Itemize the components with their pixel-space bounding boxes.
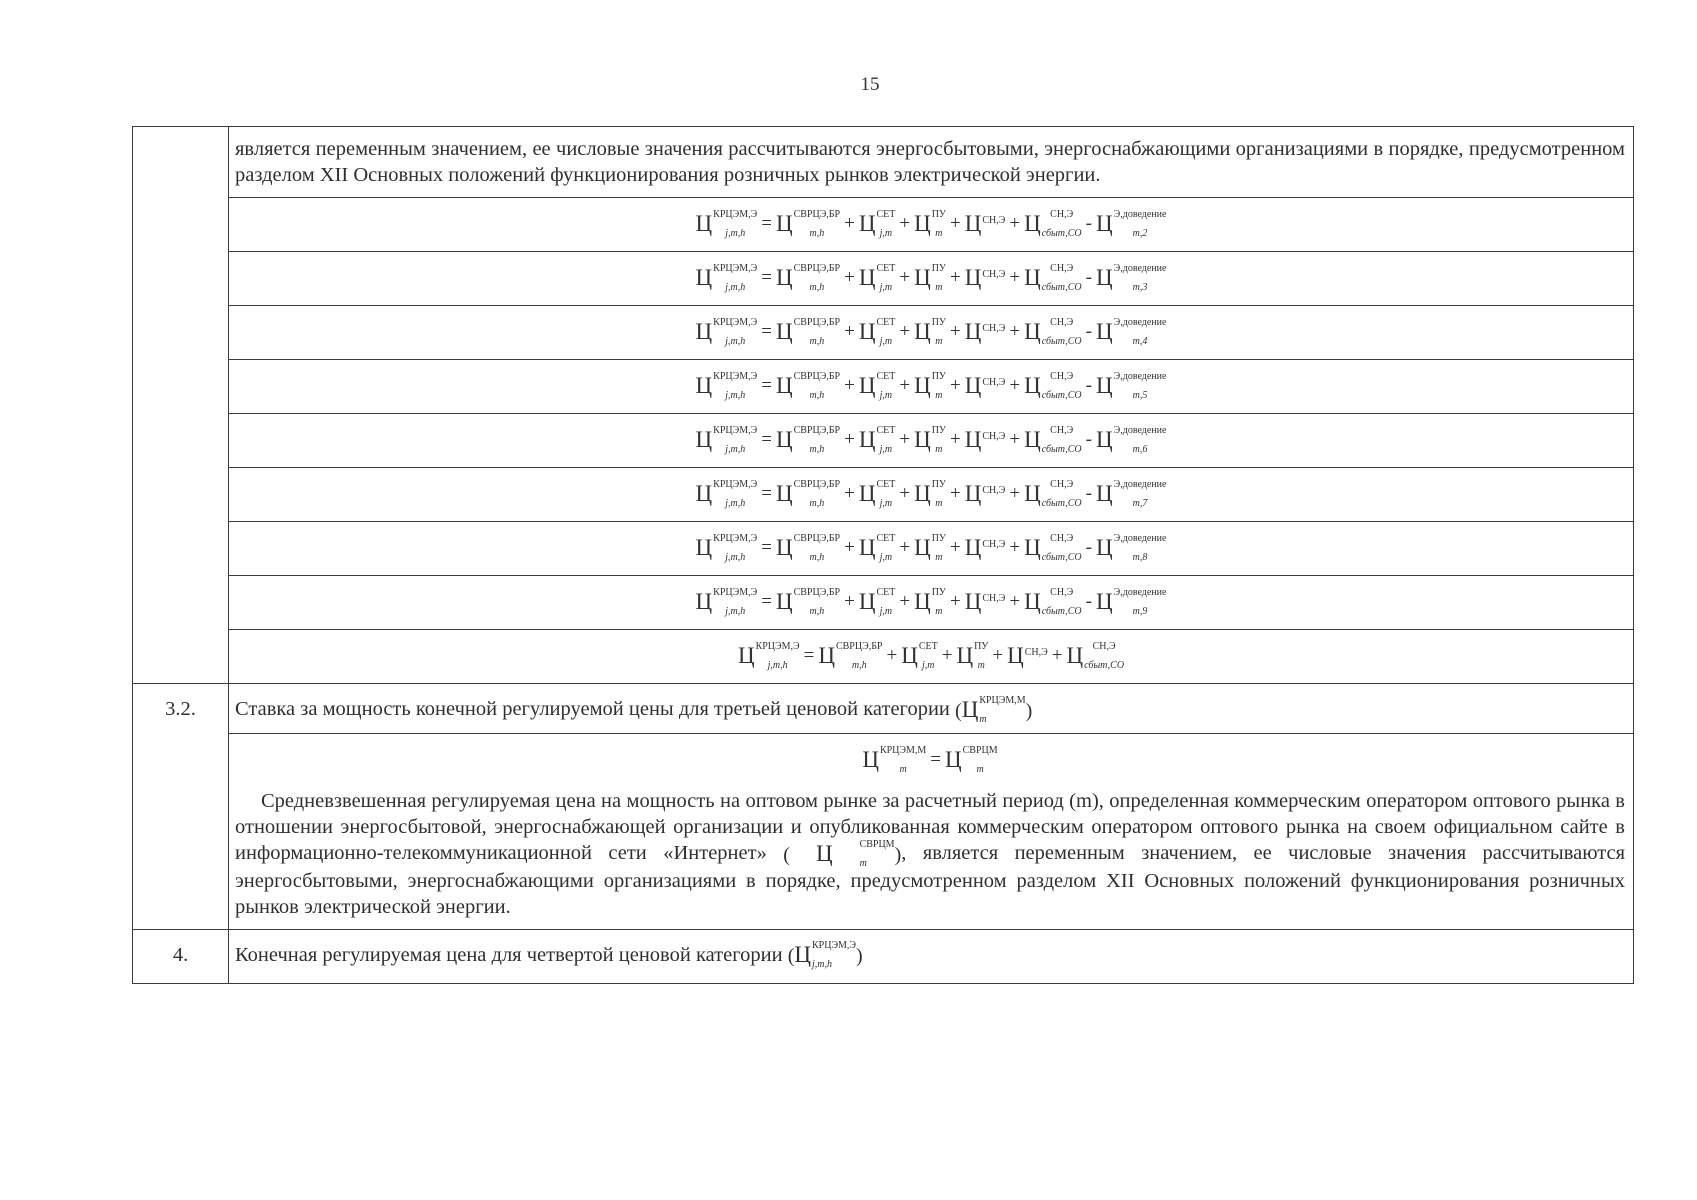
section-3-2-paragraph: Средневзвешенная регулируемая цена на мощность на оптовом рынке за расчетный период (m), определенная коммерческим оператором оптового рынка в отношении энергосбытовой, энергоснабжающей организации и опубликованная коммерческим оператором оптового рынка на своем официальном сайте в информационно-телекоммуникационной сети «Интернет» ( Ц СВРЦМ m ), является переменным значением, ее числовые значения рассчитываются энергосбытовыми, энергоснабжающими организациями в порядке, предусмотренном разделом XII Основных положений функционирования розничных рынков электрической энергии. [235, 789, 1625, 918]
section-4-title: Конечная регулируемая цена для четвертой ценовой категории [235, 943, 783, 966]
section-3-2-title-symbol: ( Ц КРЦЭМ,М m ) [955, 694, 1033, 725]
row-number-cell [133, 127, 229, 684]
table-row [133, 468, 1634, 522]
intro-text-cell [229, 127, 1634, 198]
section-3-2-title-cell [229, 684, 1634, 734]
table-row [133, 306, 1634, 360]
formula-row-9: Ц КРЦЭМ,Э j,m,h = Ц СВРЦЭ,БР m,h + Ц СЕТ j,m + Ц ПУ m + Ц СН,Э + Ц СН,Э сбыт,СО - Ц Э,доведение m,9 [695, 587, 1167, 617]
table-row [133, 198, 1634, 252]
table-row [133, 733, 1634, 929]
table-row [133, 414, 1634, 468]
table-row [133, 522, 1634, 576]
formula-cell [229, 306, 1634, 360]
table-row [133, 630, 1634, 684]
intro-text: является переменным значением, ее числовые значения рассчитываются энергосбытовыми, энергоснабжающими организациями в порядке, предусмотренном разделом XII Основных положений функционирования розничных рынков электрической энергии. [235, 138, 1625, 186]
formula-cell [229, 252, 1634, 306]
section-number-4: 4. [133, 929, 229, 984]
section-3-2-title: Ставка за мощность конечной регулируемой цены для третьей ценовой категории [235, 698, 950, 720]
table-row [133, 684, 1634, 734]
table-row [133, 252, 1634, 306]
formula-row-2: Ц КРЦЭМ,Э j,m,h = Ц СВРЦЭ,БР m,h + Ц СЕТ j,m + Ц ПУ m + Ц СН,Э + Ц СН,Э сбыт,СО - Ц Э,доведение m,2 [695, 209, 1167, 239]
formula-cell [229, 576, 1634, 630]
page-number: 15 [860, 74, 880, 95]
formula-row-3: Ц КРЦЭМ,Э j,m,h = Ц СВРЦЭ,БР m,h + Ц СЕТ j,m + Ц ПУ m + Ц СН,Э + Ц СН,Э сбыт,СО - Ц Э,доведение m,3 [695, 263, 1167, 293]
paragraph-symbol: ( Ц СВРЦМ m ) [783, 838, 902, 869]
formula-cell [229, 630, 1634, 684]
formula-row-7: Ц КРЦЭМ,Э j,m,h = Ц СВРЦЭ,БР m,h + Ц СЕТ j,m + Ц ПУ m + Ц СН,Э + Ц СН,Э сбыт,СО - Ц Э,доведение m,7 [695, 479, 1167, 509]
section-4-title-symbol: ( Ц КРЦЭМ,Э j,m,h ) [787, 940, 863, 971]
formula-cell [229, 414, 1634, 468]
table-row [133, 127, 1634, 198]
formula-cell [229, 198, 1634, 252]
table-row [133, 576, 1634, 630]
section-number-3-2: 3.2. [133, 684, 229, 930]
section-3-2-body-cell [229, 733, 1634, 929]
table-row [133, 360, 1634, 414]
tariff-table [132, 126, 1634, 984]
formula-cell [229, 360, 1634, 414]
formula-cell [229, 522, 1634, 576]
formula-row-4: Ц КРЦЭМ,Э j,m,h = Ц СВРЦЭ,БР m,h + Ц СЕТ j,m + Ц ПУ m + Ц СН,Э + Ц СН,Э сбыт,СО - Ц Э,доведение m,4 [695, 317, 1167, 347]
formula-row-5: Ц КРЦЭМ,Э j,m,h = Ц СВРЦЭ,БР m,h + Ц СЕТ j,m + Ц ПУ m + Ц СН,Э + Ц СН,Э сбыт,СО - Ц Э,доведение m,5 [695, 371, 1167, 401]
formula-row-6: Ц КРЦЭМ,Э j,m,h = Ц СВРЦЭ,БР m,h + Ц СЕТ j,m + Ц ПУ m + Ц СН,Э + Ц СН,Э сбыт,СО - Ц Э,доведение m,6 [695, 425, 1167, 455]
formula-cell [229, 468, 1634, 522]
section-4-title-cell [229, 929, 1634, 984]
formula-final: Ц КРЦЭМ,Э j,m,h = Ц СВРЦЭ,БР m,h + Ц СЕТ j,m + Ц ПУ m + Ц СН,Э + Ц СН,Э сбыт,СО [737, 641, 1125, 671]
formula-row-8: Ц КРЦЭМ,Э j,m,h = Ц СВРЦЭ,БР m,h + Ц СЕТ j,m + Ц ПУ m + Ц СН,Э + Ц СН,Э сбыт,СО - Ц Э,доведение m,8 [695, 533, 1167, 563]
table-row [133, 929, 1634, 984]
section-3-2-formula: Ц КРЦЭМ,М m = Ц СВРЦМ m [862, 744, 998, 775]
